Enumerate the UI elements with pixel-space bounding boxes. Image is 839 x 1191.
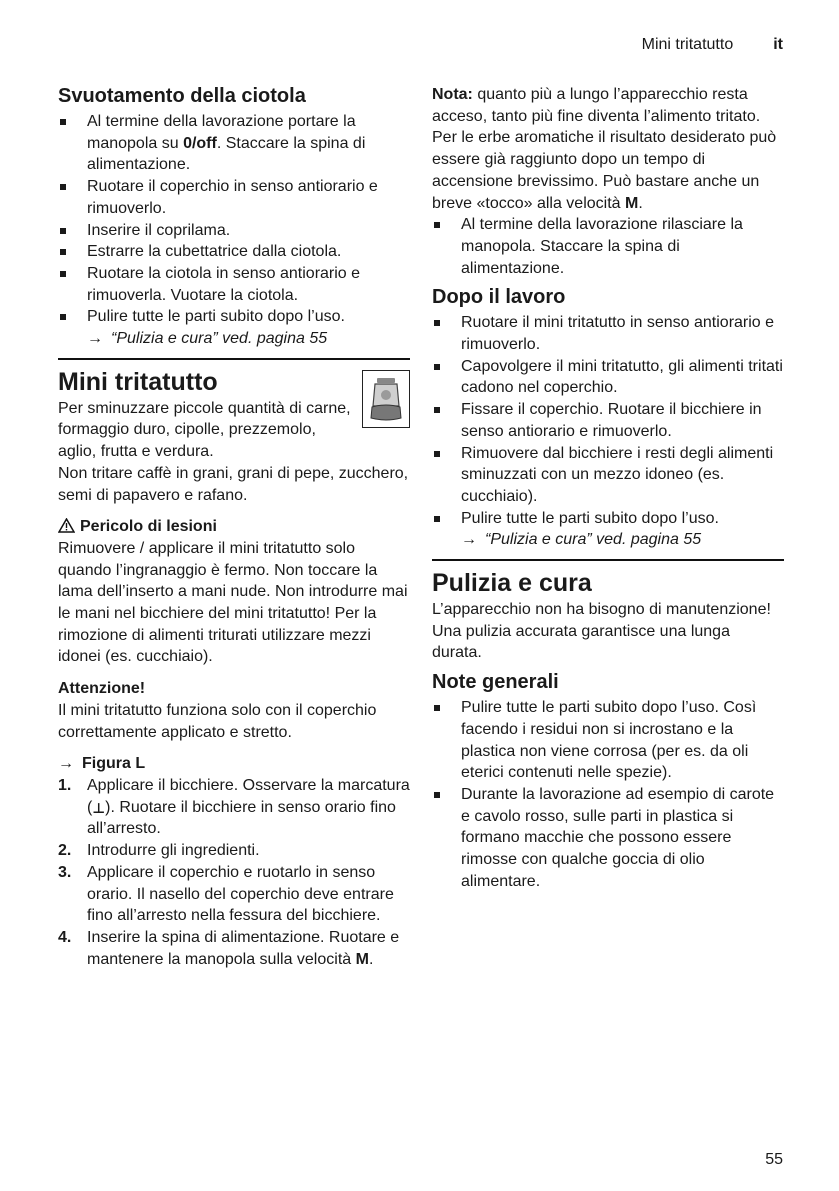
page-number: 55 bbox=[765, 1151, 783, 1168]
step-item bbox=[58, 775, 410, 840]
note-text: . bbox=[638, 194, 643, 212]
list-item bbox=[58, 306, 410, 349]
emptying-heading: Svuotamento della ciotola bbox=[58, 85, 306, 107]
list-item: Ruotare il mini tritatutto in senso antiorario e rimuoverlo. bbox=[432, 312, 784, 355]
arrow-right-icon: → bbox=[461, 531, 477, 549]
list-item: Rimuovere dal bicchiere i resti degli alimenti sminuzzati con un mezzo idoneo (es. cucchiaio). bbox=[432, 443, 784, 508]
list-item: Durante la lavorazione ad esempio di carote e cavolo rosso, sulle parti in plastica si formano macchie che possono essere rimosse con qualche goccia di olio alimentare. bbox=[432, 784, 784, 893]
cleaning-heading: Pulizia e cura bbox=[432, 569, 592, 598]
list-item: Inserire il coprilama. bbox=[58, 220, 410, 242]
xref-text: “Pulizia e cura” ved. pagina 55 bbox=[485, 531, 702, 549]
list-item: Estrarre la cubettatrice dalla ciotola. bbox=[58, 241, 410, 263]
step-item bbox=[58, 862, 410, 927]
step-item bbox=[58, 927, 410, 970]
danger-title: Pericolo di lesioni bbox=[80, 518, 217, 536]
list-item: Ruotare il coperchio in senso antiorario e rimuoverlo. bbox=[58, 176, 410, 219]
list-item: Al termine della lavorazione rilasciare la manopola. Staccare la spina di alimentazione. bbox=[432, 214, 784, 279]
mini-chopper-intro: Per sminuzzare piccole quantità di carne, formaggio duro, cipolle, prezzemolo, aglio, frutta e verdura. bbox=[58, 399, 351, 461]
list-item: Fissare il coperchio. Ruotare il bicchiere in senso antiorario e rimuoverlo. bbox=[432, 399, 784, 442]
note-list bbox=[432, 214, 784, 279]
steps-list bbox=[58, 775, 410, 970]
danger-text: Rimuovere / applicare il mini tritatutto solo quando l’ingranaggio è fermo. Non toccare la lama dell’inserto a mani nude. Non introdurre mai le mani nel bicchiere del mini tritatutto! Per la rimozione di alimenti triturati utilizzare mezzi idonei (es. cucchiaio). bbox=[58, 539, 408, 666]
item-text: Pulire tutte le parti subito dopo l’uso. bbox=[461, 509, 719, 527]
note-text: quanto più a lungo l’apparecchio resta acceso, tanto più fine diventa l’alimento tritato. Per le erbe aromatiche il risultato desiderato può essere già raggiunto dopo un tempo di accensione brevissimo. Può bastare anche un breve «tocco» alla velocità bbox=[432, 86, 777, 212]
section-emptying bbox=[58, 84, 410, 350]
after-work-list bbox=[432, 312, 784, 551]
note-paragraph bbox=[432, 84, 784, 214]
arrow-right-icon: → bbox=[87, 330, 103, 348]
right-column bbox=[432, 84, 784, 893]
attention-text: Il mini tritatutto funziona solo con il coperchio correttamente applicato e stretto. bbox=[58, 701, 377, 741]
step-text: . bbox=[368, 950, 374, 968]
list-item: Pulire tutte le parti subito dopo l’uso. Così facendo i residui non si incrostano e la plastica non viene corrosa (per es. da oli eterici contenuti nelle spezie). bbox=[432, 697, 784, 784]
section-after-work bbox=[432, 285, 784, 551]
speed-label: M bbox=[355, 950, 369, 968]
alignment-mark-icon: ⊥ bbox=[92, 799, 106, 816]
mini-chopper-icon-graphic bbox=[368, 376, 404, 422]
mini-chopper-heading: Mini tritatutto bbox=[58, 367, 218, 396]
item-text: Al termine della lavorazione portare la manopola su bbox=[87, 113, 356, 152]
warning-triangle-icon bbox=[58, 518, 75, 533]
list-item: Capovolgere il mini tritatutto, gli alimenti tritati cadono nel coperchio. bbox=[432, 356, 784, 399]
step-text: Applicare il bicchiere. Osservare la marcatura ( bbox=[87, 776, 410, 816]
left-column bbox=[58, 84, 410, 970]
note-label: Nota: bbox=[432, 86, 473, 103]
emptying-list bbox=[58, 111, 410, 350]
list-item: Ruotare la ciotola in senso antiorario e rimuoverla. Vuotare la ciotola. bbox=[58, 263, 410, 306]
step-number: 4. bbox=[58, 928, 72, 946]
step-number: 3. bbox=[58, 863, 72, 881]
step-text: Introdurre gli ingredienti. bbox=[87, 842, 260, 860]
attention-heading: Attenzione! bbox=[58, 680, 146, 698]
arrow-right-icon: → bbox=[58, 755, 74, 773]
figure-reference[interactable] bbox=[58, 753, 410, 775]
cross-reference-link[interactable] bbox=[87, 330, 327, 347]
step-text: ). Ruotare il bicchiere in senso orario fino all’arresto. bbox=[87, 798, 396, 838]
section-cleaning bbox=[432, 559, 784, 892]
cross-reference-link[interactable] bbox=[461, 531, 701, 548]
running-header bbox=[642, 36, 783, 54]
general-notes-heading: Note generali bbox=[432, 671, 559, 694]
step-text: Inserire la spina di alimentazione. Ruotare e mantenere la manopola sulla velocità bbox=[87, 928, 400, 968]
general-notes-list bbox=[432, 697, 784, 892]
header-title: Mini tritatutto bbox=[641, 36, 734, 53]
section-mini-chopper bbox=[58, 358, 410, 971]
after-work-heading: Dopo il lavoro bbox=[432, 286, 566, 309]
step-number: 2. bbox=[58, 842, 72, 860]
step-number: 1. bbox=[58, 776, 72, 794]
mini-chopper-icon bbox=[362, 370, 410, 428]
list-item bbox=[58, 111, 410, 176]
xref-text: “Pulizia e cura” ved. pagina 55 bbox=[111, 330, 328, 348]
step-item bbox=[58, 840, 410, 862]
speed-label: M bbox=[625, 194, 639, 212]
list-item bbox=[432, 508, 784, 551]
item-text: Pulire tutte le parti subito dopo l’uso. bbox=[87, 308, 345, 326]
item-text: . Staccare la spina di alimentazione. bbox=[87, 134, 366, 174]
language-code: it bbox=[773, 36, 783, 53]
figure-ref-text: Figura L bbox=[82, 755, 146, 773]
knob-position: 0/off bbox=[183, 134, 217, 152]
danger-heading bbox=[58, 516, 410, 538]
step-text: Applicare il coperchio e ruotarlo in senso orario. Il nasello del coperchio deve entrare fino all’arresto nella fessura del bicchiere. bbox=[87, 863, 394, 925]
cleaning-intro: L’apparecchio non ha bisogno di manutenzione! Una pulizia accurata garantisce una lunga durata. bbox=[432, 601, 771, 662]
mini-chopper-warning: Non tritare caffè in grani, grani di pepe, zucchero, semi di papavero e rafano. bbox=[58, 464, 409, 504]
